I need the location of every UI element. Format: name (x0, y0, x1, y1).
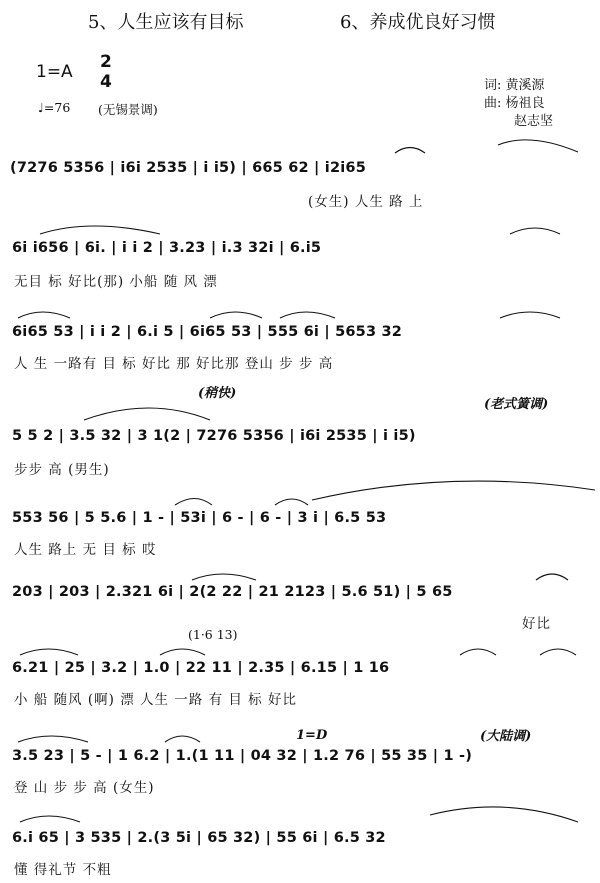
tune-annotation-mainland: (大陆调) (480, 729, 532, 744)
slur-14 (536, 574, 568, 580)
slur-2 (498, 140, 578, 152)
slur-13 (192, 574, 256, 580)
title-song-5: 5、人生应该有目标 (88, 12, 244, 33)
slur-8 (500, 312, 560, 318)
composer-credit-2: 赵志坚 (514, 114, 554, 129)
slur-15 (20, 649, 78, 655)
slur-1 (395, 148, 425, 154)
tune-annotation-old: (老式簧调) (484, 397, 549, 412)
lyrics-row-8: 登 山 步 步 高 (女生) (14, 780, 155, 796)
lyrics-row-5: 人生 路上 无 目 标 哎 (14, 542, 157, 558)
key-change-annotation: 1=D (296, 728, 328, 743)
key-signature: 1=A (36, 62, 73, 82)
time-signature-denominator: 4 (100, 72, 112, 92)
notation-row-2: 6i i656 | 6i. | i i 2 | 3.23 | i.3 32i | 6.i5 (12, 240, 322, 256)
notation-row-9: 6.i 65 | 3 535 | 2.(3 5i | 65 32) | 55 6i | 6.5 32 (12, 830, 386, 846)
notation-row-6: 203 | 203 | 2.321 6i | 2(2 22 | 21 2123 | 5.6 51) | 5 65 (12, 584, 453, 600)
composer-credit: 曲: 杨祖良 (484, 96, 545, 111)
lyrics-row-3: 人 生 一路有 目 标 好比 那 好比那 登山 步 步 高 (14, 356, 334, 372)
slur-17 (460, 649, 496, 655)
time-signature-numerator: 2 (100, 52, 112, 72)
slur-5 (18, 312, 70, 318)
slur-18 (540, 649, 576, 655)
tune-name: (无锡景调) (98, 102, 158, 117)
lyrics-row-9: 懂 得礼节 不粗 (14, 862, 112, 878)
tempo-annotation-faster: (稍快) (198, 386, 237, 401)
slur-21 (20, 816, 80, 822)
slur-3 (40, 226, 160, 234)
lyrics-row-1: (女生) 人生 路 上 (308, 194, 424, 210)
slur-22 (430, 807, 578, 822)
ornament-annotation: (1·6 13) (188, 627, 238, 642)
notation-row-5: 553 56 | 5 5.6 | 1 - | 53i | 6 - | 6 - | 3 i | 6.5 53 (12, 510, 387, 526)
slur-6 (210, 312, 262, 318)
slur-16 (160, 649, 205, 655)
slur-9 (84, 408, 210, 420)
slur-19 (18, 736, 88, 742)
lyrics-row-4: 步步 高 (男生) (14, 462, 110, 478)
slur-4 (510, 228, 560, 234)
notation-row-1: (7276 5356 | i6i 2535 | i i5) | 665 62 | i2i65 (10, 160, 366, 176)
slur-11 (275, 499, 308, 505)
notation-row-4: 5 5 2 | 3.5 32 | 3 1(2 | 7276 5356 | i6i 2535 | i i5) (12, 428, 416, 444)
lyricist-credit: 词: 黄溪源 (484, 78, 545, 93)
notation-row-8: 3.5 23 | 5 - | 1 6.2 | 1.(1 11 | 04 32 | 1.2 76 | 55 35 | 1 -) (12, 748, 473, 764)
tempo-marking: ♩=76 (38, 100, 71, 115)
slur-7 (280, 312, 335, 318)
title-song-6: 6、养成优良好习惯 (340, 12, 496, 33)
slur-12 (312, 481, 595, 500)
lyrics-row-6: 好比 (522, 616, 551, 632)
slur-10 (175, 499, 212, 506)
lyrics-row-2: 无目 标 好比(那) 小船 随 风 漂 (14, 274, 218, 290)
lyrics-row-7: 小 船 随风 (啊) 漂 人生 一路 有 目 标 好比 (14, 692, 297, 708)
notation-row-7: 6.21 | 25 | 3.2 | 1.0 | 22 11 | 2.35 | 6.15 | 1 16 (12, 660, 390, 676)
slur-20 (165, 736, 200, 742)
notation-row-3: 6i65 53 | i i 2 | 6.i 5 | 6i65 53 | 555 6i | 5653 32 (12, 324, 403, 340)
